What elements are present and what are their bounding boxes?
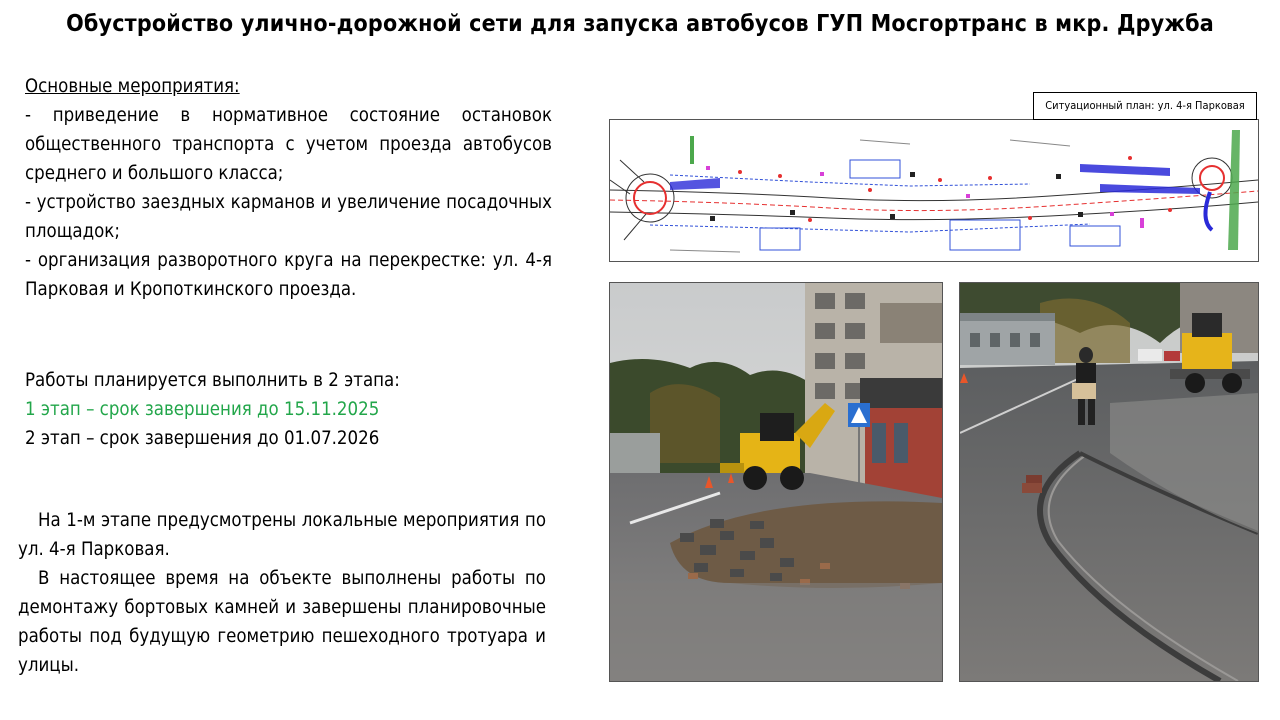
site-plan-map-icon xyxy=(610,120,1258,261)
details-paragraph-1: На 1-м этапе предусмотрены локальные мероприятия по ул. 4-я Парковая. xyxy=(18,510,546,560)
main-measures-heading: Основные мероприятия: xyxy=(25,76,240,97)
measure-item-1: - приведение в нормативное состояние остановок общественного транспорта с учетом проезда автобусов среднего и большого класса; xyxy=(25,105,552,184)
slide-title: Обустройство улично-дорожной сети для запуска автобусов ГУП Мосгортранс в мкр. Дружба xyxy=(66,11,1214,37)
stage-2-deadline: 2 этап – срок завершения до 01.07.2026 xyxy=(25,428,380,449)
site-plan-label: Ситуационный план: ул. 4-я Парковая xyxy=(1033,92,1257,120)
main-measures-section xyxy=(25,72,552,304)
construction-photo-excavator-icon xyxy=(610,283,942,681)
details-section xyxy=(18,506,546,680)
construction-photo-wet-road-icon xyxy=(960,283,1258,681)
stage-1-deadline: 1 этап – срок завершения до 15.11.2025 xyxy=(25,399,380,420)
measure-item-3: - организация разворотного круга на перекрестке: ул. 4-я Парковая и Кропоткинского проезда. xyxy=(25,250,552,300)
details-paragraph-2: В настоящее время на объекте выполнены работы по демонтажу бортовых камней и завершены планировочные работы под будущую геометрию пешеходного тротуара и улицы. xyxy=(18,568,546,676)
construction-photo-1 xyxy=(609,282,943,682)
measure-item-2: - устройство заездных карманов и увеличение посадочных площадок; xyxy=(25,192,552,242)
stages-intro: Работы планируется выполнить в 2 этапа: xyxy=(25,370,400,391)
construction-photo-2 xyxy=(959,282,1259,682)
stages-section xyxy=(25,366,552,453)
site-plan-drawing xyxy=(609,119,1259,262)
